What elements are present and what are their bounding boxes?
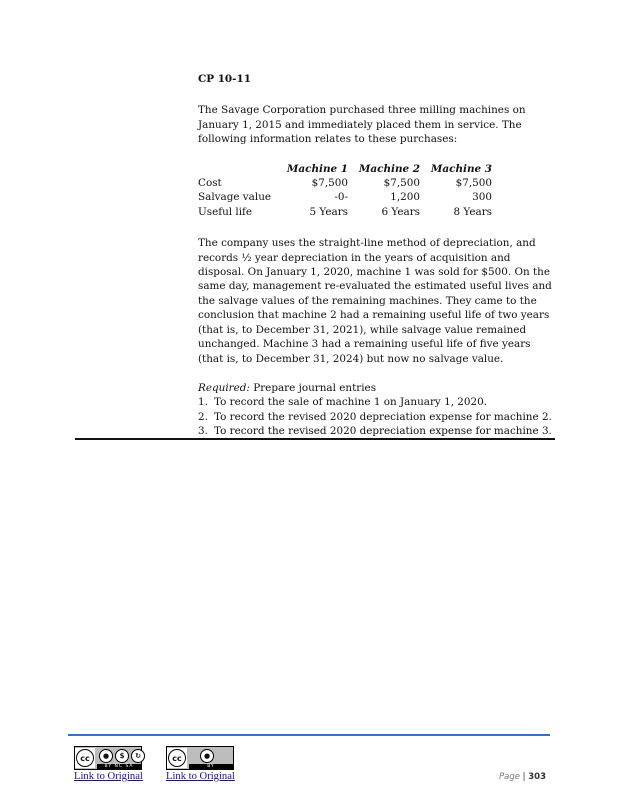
table-cell: -0- [334, 191, 348, 204]
table-row [198, 205, 492, 219]
exercise-heading: CP 10-11 [198, 73, 251, 85]
cc-logo-icon: cc [167, 748, 187, 768]
column-header: Machine 1 [286, 162, 348, 175]
page-number [499, 772, 546, 782]
column-header: Machine 2 [358, 162, 420, 175]
table-cell: $7,500 [455, 177, 492, 190]
intro-paragraph: The Savage Corporation purchased three milling machines on January 1, 2015 and immediately placed them in service. The following information relates to these purchases: [198, 104, 526, 146]
table-row [198, 176, 492, 190]
table-cell: 5 Years [309, 205, 348, 218]
table-header-row [198, 162, 492, 176]
license-tags: BY NC SA [97, 764, 141, 770]
cc-logo-icon: cc [75, 748, 95, 768]
table-cell: 6 Years [381, 205, 420, 218]
share-alike-icon: ↻ [131, 749, 145, 763]
link-to-original-1[interactable]: Link to Original [74, 771, 143, 782]
link-to-original-2[interactable]: Link to Original [166, 771, 235, 782]
page-number-value: 303 [528, 772, 546, 782]
no-dollar-icon: $ [115, 749, 129, 763]
list-item [198, 424, 558, 438]
item-text: To record the revised 2020 depreciation expense for machine 2. [214, 410, 552, 423]
task-list [198, 395, 558, 438]
footer-divider [68, 734, 550, 736]
table-row [198, 190, 492, 204]
item-number: 2. [198, 410, 208, 423]
row-label: Salvage value [198, 191, 272, 204]
row-label: Cost [198, 177, 222, 190]
section-divider [75, 438, 555, 440]
person-icon: ● [200, 749, 214, 763]
machine-table [198, 162, 492, 220]
list-item [198, 395, 558, 409]
row-label: Useful life [198, 205, 253, 218]
list-item [198, 410, 558, 424]
scenario-paragraph: The company uses the straight-line method of depreciation, and records ½ year depreciation in the years of acquisition and disposal. On January 1, 2020, machine 1 was sold for $500. On the same day, management re-evaluated the estimated useful lives and the salvage values of the remaining machines. They came to the conclusion that machine 2 had a remaining useful life of two years (that is, to December 31, 2021), while salvage value remained unchanged. Machine 3 had a remaining useful life of five years (that is, to December 31, 2024) but now no salvage value. [198, 237, 552, 365]
table-cell: $7,500 [383, 177, 420, 190]
table-cell: 8 Years [453, 205, 492, 218]
page-separator: | [519, 772, 529, 782]
exercise-content [198, 72, 558, 439]
item-text: To record the revised 2020 depreciation expense for machine 3. [214, 425, 552, 438]
person-icon: ● [99, 749, 113, 763]
item-number: 3. [198, 425, 208, 438]
cc-by-nc-sa-license-icon[interactable] [74, 746, 142, 770]
required-label: Required: [198, 381, 250, 394]
item-text: To record the sale of machine 1 on January 1, 2020. [214, 396, 488, 409]
license-tags: BY [189, 764, 233, 770]
column-header: Machine 3 [430, 162, 492, 175]
page-word: Page [499, 772, 520, 782]
required-text: Prepare journal entries [249, 381, 377, 394]
cc-by-license-icon[interactable] [166, 746, 234, 770]
table-cell: $7,500 [311, 177, 348, 190]
table-cell: 1,200 [390, 191, 420, 204]
item-number: 1. [198, 396, 208, 409]
required-line [198, 381, 558, 395]
table-cell: 300 [472, 191, 492, 204]
